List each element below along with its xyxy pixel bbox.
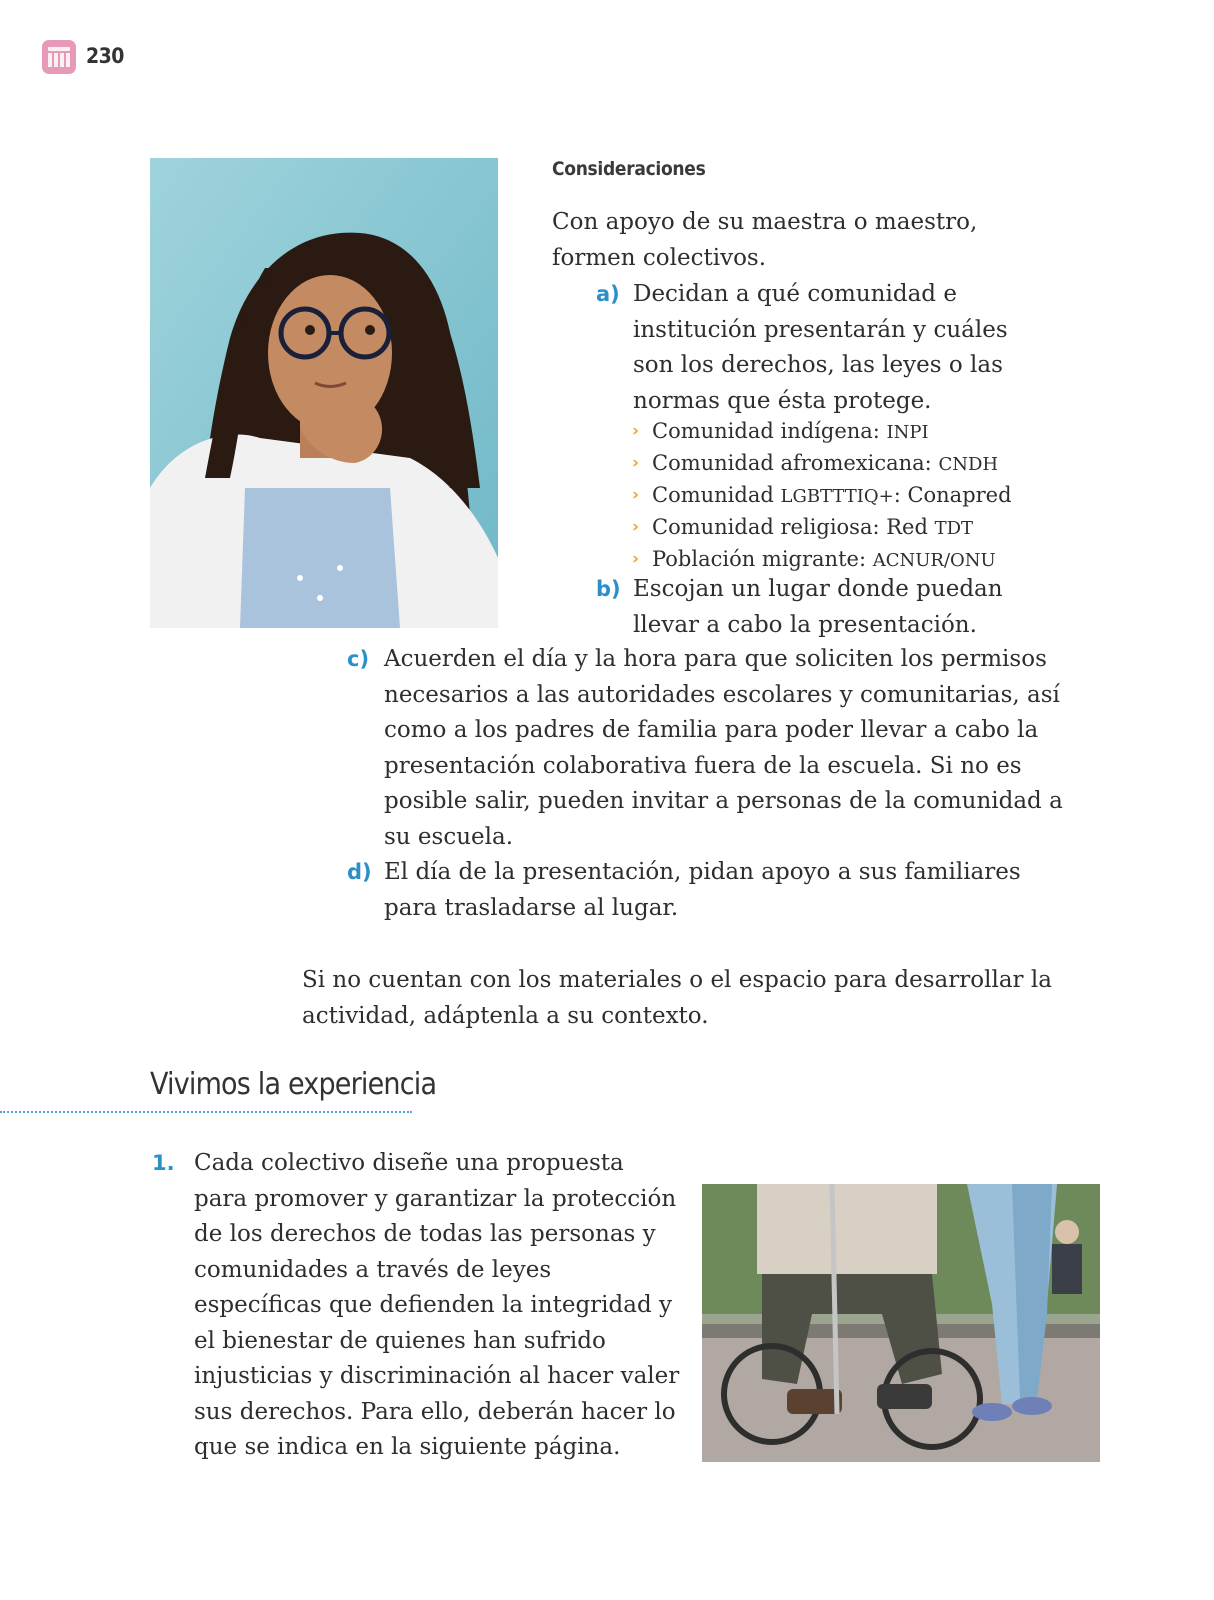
bullet-chevron-icon: › [632, 421, 640, 441]
bullet-org: CNDH [938, 454, 999, 475]
bullet-text: Comunidad [652, 483, 781, 507]
section-divider [0, 1111, 412, 1113]
bullet-text: Comunidad indígena: [652, 419, 887, 443]
page-number: 230 [86, 44, 124, 68]
bullet-org: INPI [886, 422, 929, 443]
girl-thinking-photo [150, 158, 498, 628]
section-title: Vivimos la experiencia [150, 1067, 437, 1102]
list-item-c [347, 642, 1067, 855]
bullet-chevron-icon: › [632, 485, 640, 505]
list-item [632, 448, 1052, 480]
list-item-d [347, 855, 1067, 926]
list-item [632, 480, 1052, 512]
codex-glyph-icon [42, 40, 76, 74]
list-item-text: El día de la presentación, pidan apoyo a sus familiares para trasladarse al lugar. [384, 859, 1021, 921]
bullet-chevron-icon: › [632, 549, 640, 569]
bullet-text: : Conapred [893, 483, 1012, 507]
bullet-text: Población migrante: [652, 547, 873, 571]
bullet-chevron-icon: › [632, 517, 640, 537]
bullet-org: TDT [934, 518, 974, 539]
list-item-text: Acuerden el día y la hora para que soliciten los permisos necesarios a las autoridades escolares y comunitarias, así como a los padres de familia para poder llevar a cabo la presentación colaborativa fuera de la escuela. Si no es posible salir, pueden invitar a personas de la comunidad a su escuela. [384, 646, 1063, 850]
consideraciones-title: Consideraciones [552, 158, 706, 180]
list-item-a [596, 277, 1036, 419]
wheelchair-walk-photo [702, 1184, 1100, 1462]
bullet-org: LGBTTTIQ+ [780, 486, 894, 507]
step-label: 1. [152, 1151, 175, 1175]
list-item-text: Escojan un lugar donde puedan llevar a cabo la presentación. [633, 576, 1003, 638]
consideraciones-intro: Con apoyo de su maestra o maestro, formen colectivos. [552, 209, 978, 271]
org-bullet-list [632, 416, 1052, 576]
bullet-text: Comunidad afromexicana: [652, 451, 939, 475]
adaptation-note: Si no cuentan con los materiales o el espacio para desarrollar la actividad, adáptenla a su contexto. [302, 967, 1052, 1029]
bullet-org: ACNUR/ONU [872, 550, 996, 571]
list-label: b) [596, 577, 621, 601]
list-item-text: Decidan a qué comunidad e institución presentarán y cuáles son los derechos, las leyes o las normas que ésta protege. [633, 281, 1008, 414]
list-item [632, 416, 1052, 448]
list-item [632, 512, 1052, 544]
bullet-chevron-icon: › [632, 453, 640, 473]
list-label: a) [596, 282, 620, 306]
list-item-b [596, 572, 1036, 643]
list-label: c) [347, 647, 370, 671]
step-item-1 [152, 1146, 682, 1466]
bullet-text: Comunidad religiosa: Red [652, 515, 935, 539]
step-text: Cada colectivo diseñe una propuesta para promover y garantizar la protección de los derechos de todas las personas y comunidades a través de leyes específicas que defienden la integridad y el bienestar de quienes han sufrido injusticias y discriminación al hacer valer sus derechos. Para ello, deberán hacer lo que se indica en la siguiente página. [194, 1150, 680, 1460]
list-label: d) [347, 860, 372, 884]
